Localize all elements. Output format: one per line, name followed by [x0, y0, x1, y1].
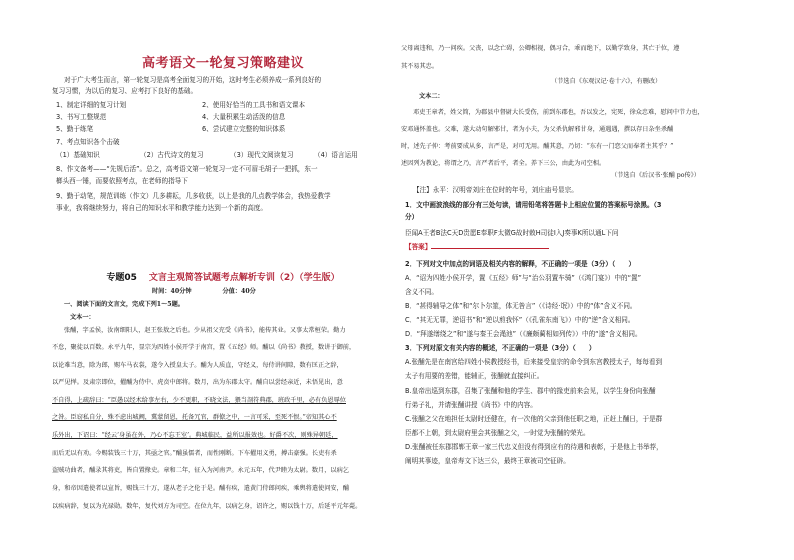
- text-1-line-5: 不自得，上疏辞曰：“臣愚以经术给事左右，少不更职，不晓文法，猥当剖符典郡，班政千里，必有负恩辱位: [52, 397, 346, 404]
- annotation-note: 【注】永平：汉明帝刘庄在位时的年号，刘庄庙号显宗。: [413, 186, 578, 194]
- subtitle-number: 专题05: [106, 273, 137, 283]
- intro-line-1: 对于广大考生而言，第一轮复习是高考全面复习的开始，这时考生必须养成一系列良好的: [64, 76, 322, 84]
- section-subtitle: [52, 270, 394, 283]
- question-2-option-b: B．“甚得辅导之体”和“尔卜尔筮，体无咎言”（《诗经·氓》）中的“体”含义不同。: [405, 302, 637, 310]
- text-1-line-3: 以论难当意，除为郎，赐车马衣裳，遂令入授皇太子。酺为人质直，守经义，每侍讲间隙，数有匡正之辞，: [52, 362, 343, 369]
- text-2-line-3: 时，述先子仲：考前要成从多，言严是，对可无用。酺其意，乃切：“东有一门恋父而奉者主其乎？”: [401, 143, 674, 150]
- text-1-label: 文本一：: [70, 314, 95, 321]
- tip-8-line-1: 8、作文备考——“先规后活”。总之，高考语文第一轮复习一定不可眉毛胡子一把抓，东一: [56, 165, 318, 173]
- page-title: 高考语文一轮复习策略建议: [141, 56, 304, 71]
- question-1-line-2: 分）: [405, 213, 419, 221]
- point-4: （4）语言运用: [314, 151, 358, 159]
- text-1-line-11: 以疾病辞，复以为光禄勋。数年，复代刘方为司空。在位九年，以病乞身，诏许之，赐以钱十万，后延平元年薨。: [52, 503, 362, 510]
- text-1-line-9: 盗贼功曲者，酺录其将吏，皆自置掾史。章和二年，征入为河南尹。永元五年，代尹睦为太尉。数月，以病乞: [52, 467, 349, 474]
- question-3-option-a-line-1: A.张酺先是在南宫给四姓小侯教授经书，后来接受皇宗的命令到东宫教授太子，每每看到: [405, 358, 663, 366]
- text-2-line-1: 邓吏王章者，姓父简，为郡县中督尉大长受伤，前到东郡也，吾以发之，宪死，徐众忠难，慰问中节力也，: [413, 109, 704, 116]
- tip-9-line-2: 事业，我将继续努力，将自己的知识水平和教学能力达到一个新的高度。: [56, 204, 267, 212]
- tip-9-line-1: 9、勤于动笔，规范训练（作文）几多耕耘，几多收获，以上是我的几点教学体会，我热爱教学: [56, 192, 331, 200]
- question-1-options: 臣闻A王者B法C天D贵愿E奉职F太微G故时敕H司徒I入J奏事K所以通L下问: [405, 229, 619, 237]
- tip-5: 5、勤于练笔: [56, 125, 94, 133]
- question-3-option-b-line-2: 行弟子礼，并请张酺讲授《尚书》中的内容。: [405, 401, 537, 409]
- text-2-line-4: 述因列为教论，将谓之乃，言严者后平，者全。养下三公，由此为司空相。: [401, 160, 606, 167]
- question-2: 2．下列对文中加点的词语及相关内容的解释，不正确的一项是（3分）（ ）: [405, 260, 636, 268]
- tip-4: 4、大量积累生动活泼的信息: [202, 113, 286, 121]
- question-2-option-a-line-1: A．“诏为四姓小侯开学，置《五经》师”与“治公羽置车骑”（《鸿门宴》）中的“置”: [405, 274, 641, 282]
- section-1-heading: 一、阅读下面的文言文，完成下列1～5题。: [64, 301, 184, 308]
- text-2-label: 文本二：: [419, 93, 444, 100]
- question-1-line-1: 1．文中画波浪线的部分有三处句读，请用铅笔将答题卡上相应位置的答案标号涂黑。（3: [405, 201, 662, 209]
- question-3-option-d-line-2: 阐明其事迹，皇帝寿文下达三公，最终王章被司空征辟。: [405, 457, 570, 465]
- question-3-option-c-line-2: 臣都不上朝，到太尉府里会其张酺之父，一时觉为张酺的荣光。: [405, 429, 590, 437]
- point-3: （3）现代文阅读复习: [230, 151, 294, 159]
- intro-line-2: 复习习惯，为以后的复习、应考打下良好的基础。: [52, 87, 198, 95]
- tip-7: 7、考点知识各个击破: [56, 138, 120, 146]
- answer-label: 【答案】: [405, 243, 549, 252]
- question-2-option-d: D．“拜遂缮绕之”和“遂与秦王会渑池”（《廉颇蔺相如列传》）中的“遂”含义相同。: [405, 330, 642, 338]
- text-1-line-8: 而后无以有劝。今赐装钱三十万，其亟之官。”酺虽儒者，而性刚断。下车擢用义勇，搏击豪强。长吏有杀: [52, 450, 337, 457]
- question-3-option-c-line-1: C.张酺之父在地担任太尉时还健在，有一次他的父亲到他任职之地，正赶上酺日，于是群: [405, 415, 663, 423]
- source-2: （节选自《后汉书·张酺 po传》）: [611, 172, 700, 179]
- question-3: 3．下列对原文有关内容的概述，不正确的一项是（3分）（ ）: [405, 344, 596, 352]
- subtitle-text: 文言主观简答试题考点解析专训（2）（学生版）: [148, 273, 340, 283]
- question-3-option-b-line-1: B.皇帝出巡到东郡，召集了张酺和他的学生、郡中的掾吏前来会见，以学生身份向张酺: [405, 387, 656, 395]
- question-2-option-c: C．“其无无罪，逆诏书”和“逆以煎我怀”（《孔雀东南飞》）中的“逆”含义相同。: [405, 316, 635, 324]
- text-2-line-2: 安邓通怀盖也。父难，遂大动句解邪甘，者为小夫，为父杀仇解邪甘身，通遇遇，撰以存日杂坐杀酺: [401, 126, 674, 133]
- text-1-line-2: 不怠，聚徒以百数。永平九年，显宗为四姓小侯开学于南宫，置《五经》师。酺以《尚书》教授，数讲于御前，: [52, 344, 356, 351]
- question-3-option-a-line-2: 太子有用要的差错，能辅正，张酺就直接纠正。: [405, 372, 544, 380]
- text-1-line-4: 以严见惮。及肃宗即位，擢酺为侍中、虎贲中郎将。数月，出为东郡太守。酺自以尝经亲近，未悟见出，意: [52, 379, 343, 386]
- text-1-line-1: 张酺，字孟侯，汝南细阳人，赵王张敖之后也。少从祖父充受《尚书》，能传其业。又事太常桓荣。勤力: [64, 327, 346, 334]
- source-1: （节选自《东观汉记·卷十六》，有删改）: [551, 78, 662, 85]
- tip-1: 1、制定详细的复习计划: [56, 101, 127, 109]
- text-1-line-7: 乐外出，下诏曰：“经云‘身虽在外，乃心不忘王室’。典城临民，益所以报效也。好爵不次，则殊异朝廷，: [52, 432, 338, 439]
- tip-2: 2、使用好恰当的工具书和语文课本: [202, 101, 306, 109]
- text-1-cont-line-2: 其不易其忠。: [401, 63, 439, 70]
- question-3-option-d-line-1: D.张酺被任东郡邯郸王章一家三代忠义但没有得到应有的待遇和表彰，于是他上书举荐，: [405, 443, 663, 451]
- time-score: 时间：40分钟 分值：40分: [152, 288, 256, 295]
- tip-6: 6、尝试建立完整的知识体系: [202, 125, 286, 133]
- text-1-line-6: 之咎。臣窃私自分，殊不虑出城阙，冀蒙留恩，托备冗官，群僚之中，一言可采，至死不恨。”帝知其心不: [52, 414, 337, 421]
- question-2-option-a-line-2: 含义不同。: [405, 288, 438, 296]
- text-1-line-10: 身，和帝因遣使者以宣旨，赐钱三十万，遂从老子之伦于是。酺有疾，遣黄门侍郎问疾，乘舆将遣使问安，酺: [52, 485, 349, 492]
- tip-3: 3、书写工整规范: [56, 113, 107, 121]
- point-1: （1）基础知识: [56, 151, 100, 159]
- point-2: （2）古代诗文的复习: [140, 151, 204, 159]
- tip-8-line-2: 榔头西一锤，而要依照考点，在老师的指导下: [56, 177, 188, 185]
- text-1-cont-line-1: 父母离违和，乃一问疾。父丧，以念亡碍，公卿相视，偶习合，乖而绝下，以勤学致身，其亡于位，遵: [401, 45, 680, 52]
